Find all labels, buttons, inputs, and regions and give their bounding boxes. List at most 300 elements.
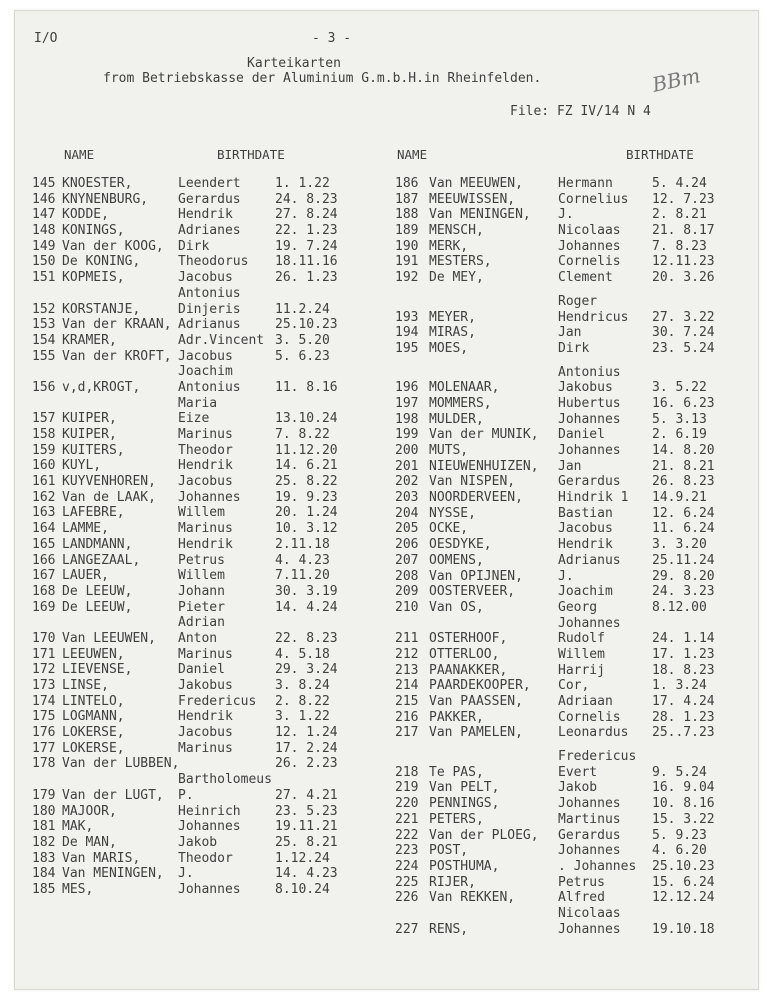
entry-number: 147 — [32, 207, 56, 223]
surname: MEEUWISSEN, — [429, 191, 516, 207]
birthdate: 1. 3.24 — [652, 678, 707, 694]
surname: KOPMEIS, — [62, 270, 125, 286]
entry-number: 156 — [32, 379, 56, 395]
surname: LIEVENSE, — [62, 662, 133, 678]
entry-number: 208 — [395, 568, 419, 584]
birthdate: 12. 7.23 — [652, 191, 715, 207]
given-name: Cor, — [558, 678, 590, 694]
birthdate: 5. 6.23 — [275, 348, 330, 364]
entry-number: 173 — [32, 678, 56, 693]
surname: LANDMANN, — [62, 536, 133, 552]
birthdate: 19. 7.24 — [275, 238, 338, 254]
given-name: Johannes — [558, 843, 621, 859]
entry-number: 151 — [32, 270, 56, 286]
given-name: Gerardus — [558, 474, 621, 490]
surname: MUTS, — [429, 443, 469, 458]
surname: OCKE, — [429, 521, 469, 537]
birthdate: 27. 3.22 — [652, 309, 715, 325]
given-name: Gerardus — [178, 191, 241, 207]
given-name: Alfred — [558, 890, 605, 906]
surname: De KONING, — [62, 254, 141, 270]
birthdate: 10. 8.16 — [652, 796, 715, 812]
given-name: Jakobus — [558, 380, 613, 396]
entry-number: 166 — [32, 552, 56, 568]
given-name: Willem — [178, 568, 225, 584]
given-name: Johannes — [558, 921, 621, 937]
birthdate: 14. 4.24 — [275, 599, 338, 615]
entry-number: 157 — [32, 411, 56, 427]
surname: POST, — [429, 843, 469, 859]
entry-number: 175 — [32, 709, 56, 725]
given-name: Johannes — [558, 411, 621, 427]
given-name: Jacobus — [178, 348, 233, 364]
surname: RENS, — [429, 921, 469, 937]
given-name: Leonardus — [558, 725, 629, 741]
given-name: Hendrik — [178, 207, 233, 223]
surname: MEYER, — [429, 309, 476, 325]
entry-number: 178 — [32, 756, 56, 772]
surname: KRAMER, — [62, 332, 117, 348]
birthdate: 9. 5.24 — [652, 764, 707, 780]
entry-number: 155 — [32, 348, 56, 364]
birthdate: 17. 1.23 — [652, 646, 715, 662]
entry-number: 207 — [395, 552, 419, 568]
surname: Van der KRAAN, — [62, 317, 172, 333]
entry-number: 165 — [32, 536, 56, 552]
birthdate: 25..7.23 — [652, 725, 715, 741]
birthdate: 19.11.21 — [275, 819, 338, 835]
given-name: Hindrik 1 — [558, 490, 629, 506]
birthdate: 22. 8.23 — [275, 630, 338, 646]
given-name: Willem — [178, 505, 225, 521]
surname: LAUER, — [62, 568, 109, 584]
surname: Van der KROFT, — [62, 348, 172, 364]
birthdate: 15. 3.22 — [652, 811, 715, 827]
entry-number: 162 — [32, 489, 56, 505]
surname: Van der MUNIK, — [429, 427, 539, 443]
document-title: Karteikarten — [247, 56, 341, 71]
birthdate: 29. 3.24 — [275, 662, 338, 678]
given-name: Anton — [178, 630, 218, 646]
birthdate: 4. 6.20 — [652, 843, 707, 859]
surname: LANGEZAAL, — [62, 552, 141, 568]
surname: KNYNENBURG, — [62, 191, 149, 207]
given-name: Johannes — [178, 489, 241, 505]
birthdate: 2.11.18 — [275, 536, 330, 552]
given-name: Dirk — [558, 340, 590, 356]
surname: OESDYKE, — [429, 537, 492, 553]
entry-number: 183 — [32, 850, 56, 866]
birthdate: 14. 4.23 — [275, 866, 338, 882]
surname: MULDER, — [429, 411, 484, 427]
given-name: Clement — [558, 270, 613, 286]
surname: KUIPER, — [62, 427, 117, 442]
birthdate: 14. 8.20 — [652, 443, 715, 458]
entry-number: 185 — [32, 881, 56, 897]
birthdate: 25. 8.21 — [275, 834, 338, 850]
birthdate: 3. 5.22 — [652, 380, 707, 396]
entry-number: 210 — [395, 599, 419, 615]
entry-number: 204 — [395, 505, 419, 521]
given-name: J. — [178, 866, 194, 882]
given-name: Jacobus — [558, 521, 613, 537]
surname: KUITERS, — [62, 442, 125, 458]
birthdate: 14.9.21 — [652, 490, 707, 506]
given-name: Bartholomeus — [178, 772, 272, 788]
birthdate: 12.12.24 — [652, 890, 715, 906]
surname: Van MENINGEN, — [429, 207, 531, 223]
entry-number: 148 — [32, 223, 56, 239]
surname: Van LEEUWEN, — [62, 630, 156, 646]
surname: MIRAS, — [429, 325, 476, 341]
entry-number: 217 — [395, 725, 419, 741]
surname: OTTERLOO, — [429, 646, 500, 662]
birthdate: 12.11.23 — [652, 254, 715, 270]
birthdate: 30. 7.24 — [652, 325, 715, 341]
entry-number: 187 — [395, 191, 419, 207]
birthdate: 22. 1.23 — [275, 223, 338, 239]
given-name: Joachim — [558, 584, 613, 600]
surname: Van NISPEN, — [429, 474, 516, 490]
surname: Van PAASSEN, — [429, 694, 523, 709]
birthdate: 11. 6.24 — [652, 521, 715, 537]
birthdate: 1. 1.22 — [275, 176, 330, 191]
entry-number: 169 — [32, 599, 56, 615]
surname: KNOESTER, — [62, 176, 133, 191]
birthdate: 5. 4.24 — [652, 176, 707, 191]
given-name: Roger — [558, 293, 598, 309]
surname: PAANAKKER, — [429, 662, 508, 678]
entry-number: 206 — [395, 537, 419, 553]
given-name: Hendricus — [558, 309, 629, 325]
entry-number: 191 — [395, 254, 419, 270]
entry-number: 150 — [32, 254, 56, 270]
birthdate: 7.11.20 — [275, 568, 330, 584]
surname: PAARDEKOOPER, — [429, 678, 531, 694]
given-name: Eize — [178, 411, 210, 427]
surname: PAKKER, — [429, 709, 484, 725]
left-name-header: NAME — [64, 147, 95, 162]
birthdate: 23. 5.24 — [652, 340, 715, 356]
entry-number: 188 — [395, 207, 419, 223]
birthdate: 8.12.00 — [652, 599, 707, 615]
given-name: Petrus — [178, 552, 225, 568]
given-name: Hermann — [558, 176, 613, 191]
birthdate: 29. 8.20 — [652, 568, 715, 584]
surname: Van der LUBBEN, — [62, 756, 180, 772]
given-name: Theodor — [178, 850, 233, 866]
page-number: - 3 - — [312, 31, 352, 46]
given-name: Martinus — [558, 811, 621, 827]
entry-number: 172 — [32, 662, 56, 678]
given-name: Adrianus — [178, 317, 241, 333]
given-name: Jakobus — [178, 678, 233, 693]
surname: NOORDERVEEN, — [429, 490, 523, 506]
given-name: Fredericus — [558, 749, 637, 765]
birthdate: 27. 4.21 — [275, 787, 338, 803]
entry-number: 182 — [32, 834, 56, 850]
birthdate: 30. 3.19 — [275, 583, 338, 599]
given-name: Cornelis — [558, 254, 621, 270]
given-name: Hendrik — [178, 536, 233, 552]
birthdate: 2. 8.21 — [652, 207, 707, 223]
birthdate: 15. 6.24 — [652, 874, 715, 890]
given-name: Georg — [558, 599, 598, 615]
entry-number: 211 — [395, 631, 419, 647]
given-name: Jan — [558, 325, 582, 341]
entry-number: 198 — [395, 411, 419, 427]
given-name: J. — [558, 207, 574, 223]
given-name: Adrian — [178, 615, 225, 631]
entry-number: 184 — [32, 866, 56, 882]
birthdate: 24. 3.23 — [652, 584, 715, 600]
birthdate: 3. 5.20 — [275, 332, 330, 348]
birthdate: 20. 3.26 — [652, 270, 715, 286]
birthdate: 16. 6.23 — [652, 395, 715, 411]
birthdate: 14. 6.21 — [275, 458, 338, 474]
surname: Van der KOOG, — [62, 238, 164, 254]
entry-number: 193 — [395, 309, 419, 325]
surname: Van der LUGT, — [62, 787, 164, 803]
right-name-header: NAME — [397, 147, 428, 162]
surname: De MAN, — [62, 834, 117, 850]
surname: MESTERS, — [429, 254, 492, 270]
given-name: . Johannes — [558, 858, 637, 874]
left-birthdate-header: BIRTHDATE — [217, 147, 285, 162]
birthdate: 19.10.18 — [652, 921, 715, 937]
given-name: Jacobus — [178, 474, 233, 490]
birthdate: 11.2.24 — [275, 301, 330, 317]
entry-number: 199 — [395, 427, 419, 443]
given-name: Adrianes — [178, 223, 241, 239]
birthdate: 25. 8.22 — [275, 474, 338, 490]
surname: Van MEEUWEN, — [429, 176, 523, 191]
given-name: Nicolaas — [558, 905, 621, 921]
given-name: Johannes — [178, 881, 241, 897]
entry-number: 209 — [395, 584, 419, 600]
document-subtitle: from Betriebskasse der Aluminium G.m.b.H.in Rheinfelden. — [103, 71, 542, 86]
given-name: Marinus — [178, 521, 233, 537]
entry-number: 176 — [32, 725, 56, 741]
entry-number: 167 — [32, 568, 56, 584]
given-name: Adrianus — [558, 552, 621, 568]
given-name: Jacobus — [178, 270, 233, 286]
birthdate: 10. 3.12 — [275, 521, 338, 537]
entry-number: 223 — [395, 843, 419, 859]
birthdate: 26. 2.23 — [275, 756, 338, 772]
given-name: Fredericus — [178, 693, 257, 709]
entry-number: 227 — [395, 921, 419, 937]
surname: PENNINGS, — [429, 796, 500, 812]
surname: MOLENAAR, — [429, 380, 500, 396]
surname: LINTELO, — [62, 693, 125, 709]
entry-number: 158 — [32, 427, 56, 442]
surname: LOKERSE, — [62, 725, 125, 741]
birthdate: 7. 8.22 — [275, 427, 330, 442]
birthdate: 18.11.16 — [275, 254, 338, 270]
given-name: Johannes — [558, 615, 621, 631]
given-name: Daniel — [178, 662, 225, 678]
given-name: Evert — [558, 764, 598, 780]
entry-number: 145 — [32, 176, 56, 191]
surname: MOES, — [429, 340, 469, 356]
entry-number: 203 — [395, 490, 419, 506]
entry-number: 171 — [32, 646, 56, 662]
given-name: Johannes — [178, 819, 241, 835]
surname: Van REKKEN, — [429, 890, 516, 906]
surname: KUIPER, — [62, 411, 117, 427]
given-name: Daniel — [558, 427, 605, 443]
birthdate: 11.12.20 — [275, 442, 338, 458]
given-name: Cornelius — [558, 191, 629, 207]
entry-number: 161 — [32, 474, 56, 490]
surname: Van MARIS, — [62, 850, 141, 866]
given-name: Pieter — [178, 599, 225, 615]
birthdate: 25.10.23 — [275, 317, 338, 333]
surname: MERK, — [429, 238, 469, 254]
entry-number: 180 — [32, 803, 56, 819]
given-name: Hendrik — [558, 537, 613, 553]
birthdate: 3. 8.24 — [275, 678, 330, 693]
entry-number: 197 — [395, 395, 419, 411]
surname: Te PAS, — [429, 764, 484, 780]
entry-number: 174 — [32, 693, 56, 709]
surname: LOKERSE, — [62, 740, 125, 756]
entry-number: 152 — [32, 301, 56, 317]
birthdate: 25.10.23 — [652, 858, 715, 874]
entry-number: 181 — [32, 819, 56, 835]
given-name: Willem — [558, 646, 605, 662]
entry-number: 189 — [395, 223, 419, 239]
birthdate: 5. 9.23 — [652, 827, 707, 843]
birthdate: 18. 8.23 — [652, 662, 715, 678]
entry-number: 168 — [32, 583, 56, 599]
given-name: J. — [558, 568, 574, 584]
given-name: Hubertus — [558, 395, 621, 411]
right-birthdate-header: BIRTHDATE — [626, 147, 694, 162]
birthdate: 17. 2.24 — [275, 740, 338, 756]
given-name: P. — [178, 787, 194, 803]
surname: NYSSE, — [429, 505, 476, 521]
birthdate: 7. 8.23 — [652, 238, 707, 254]
entry-number: 149 — [32, 238, 56, 254]
surname: Van MENINGEN, — [62, 866, 164, 882]
entry-number: 200 — [395, 443, 419, 458]
surname: Van der PLOEG, — [429, 827, 539, 843]
surname: LAFEBRE, — [62, 505, 125, 521]
given-name: Leendert — [178, 176, 241, 191]
surname: Van de LAAK, — [62, 489, 156, 505]
given-name: Heinrich — [178, 803, 241, 819]
entry-number: 186 — [395, 176, 419, 191]
birthdate: 27. 8.24 — [275, 207, 338, 223]
birthdate: 28. 1.23 — [652, 709, 715, 725]
given-name: Jakob — [178, 834, 218, 850]
entry-number: 192 — [395, 270, 419, 286]
given-name: Johannes — [558, 238, 621, 254]
birthdate: 19. 9.23 — [275, 489, 338, 505]
surname: MES, — [62, 881, 94, 897]
surname: KUYL, — [62, 458, 102, 474]
given-name: Antonius — [558, 364, 621, 380]
surname: De LEEUW, — [62, 599, 133, 615]
surname: MENSCH, — [429, 223, 484, 239]
entry-number: 220 — [395, 796, 419, 812]
given-name: Marinus — [178, 646, 233, 662]
given-name: Gerardus — [558, 827, 621, 843]
entry-number: 190 — [395, 238, 419, 254]
surname: OOMENS, — [429, 552, 484, 568]
entry-number: 159 — [32, 442, 56, 458]
entry-number: 215 — [395, 694, 419, 709]
entry-number: 164 — [32, 521, 56, 537]
entry-number: 226 — [395, 890, 419, 906]
surname: Van PAMELEN, — [429, 725, 523, 741]
given-name: Marinus — [178, 740, 233, 756]
entry-number: 212 — [395, 646, 419, 662]
surname: POSTHUMA, — [429, 858, 500, 874]
entry-number: 195 — [395, 340, 419, 356]
birthdate: 21. 8.17 — [652, 223, 715, 239]
given-name: Petrus — [558, 874, 605, 890]
given-name: Jakob — [558, 780, 598, 796]
birthdate: 12. 1.24 — [275, 725, 338, 741]
handwritten-initials: BBm — [650, 63, 703, 97]
surname: Van PELT, — [429, 780, 500, 796]
birthdate: 2. 8.22 — [275, 693, 330, 709]
entry-number: 205 — [395, 521, 419, 537]
given-name: Hendrik — [178, 458, 233, 474]
given-name: Adriaan — [558, 694, 613, 709]
given-name: Adr.Vincent — [178, 332, 265, 348]
given-name: Rudolf — [558, 631, 605, 647]
birthdate: 24. 1.14 — [652, 631, 715, 647]
birthdate: 16. 9.04 — [652, 780, 715, 796]
birthdate: 2. 6.19 — [652, 427, 707, 443]
surname: OSTERHOOF, — [429, 631, 508, 647]
document-reference: I/O — [34, 31, 58, 46]
surname: MAJOOR, — [62, 803, 117, 819]
surname: LEEUWEN, — [62, 646, 125, 662]
surname: OOSTERVEER, — [429, 584, 516, 600]
given-name: Johannes — [558, 796, 621, 812]
given-name: Nicolaas — [558, 223, 621, 239]
birthdate: 3. 1.22 — [275, 709, 330, 725]
given-name: Jan — [558, 458, 582, 474]
birthdate: 21. 8.21 — [652, 458, 715, 474]
surname: LOGMANN, — [62, 709, 125, 725]
entry-number: 177 — [32, 740, 56, 756]
surname: LINSE, — [62, 678, 109, 693]
given-name: Antonius — [178, 379, 241, 395]
birthdate: 5. 3.13 — [652, 411, 707, 427]
birthdate: 26. 1.23 — [275, 270, 338, 286]
surname: De MEY, — [429, 270, 484, 286]
birthdate: 12. 6.24 — [652, 505, 715, 521]
given-name: Antonius — [178, 285, 241, 301]
surname: MAK, — [62, 819, 94, 835]
entry-number: 179 — [32, 787, 56, 803]
entry-number: 225 — [395, 874, 419, 890]
entry-number: 218 — [395, 764, 419, 780]
given-name: Hendrik — [178, 709, 233, 725]
surname: RIJER, — [429, 874, 476, 890]
surname: KUYVENHOREN, — [62, 474, 156, 490]
surname: KONINGS, — [62, 223, 125, 239]
birthdate: 25.11.24 — [652, 552, 715, 568]
given-name: Joachim — [178, 364, 233, 380]
entry-number: 146 — [32, 191, 56, 207]
